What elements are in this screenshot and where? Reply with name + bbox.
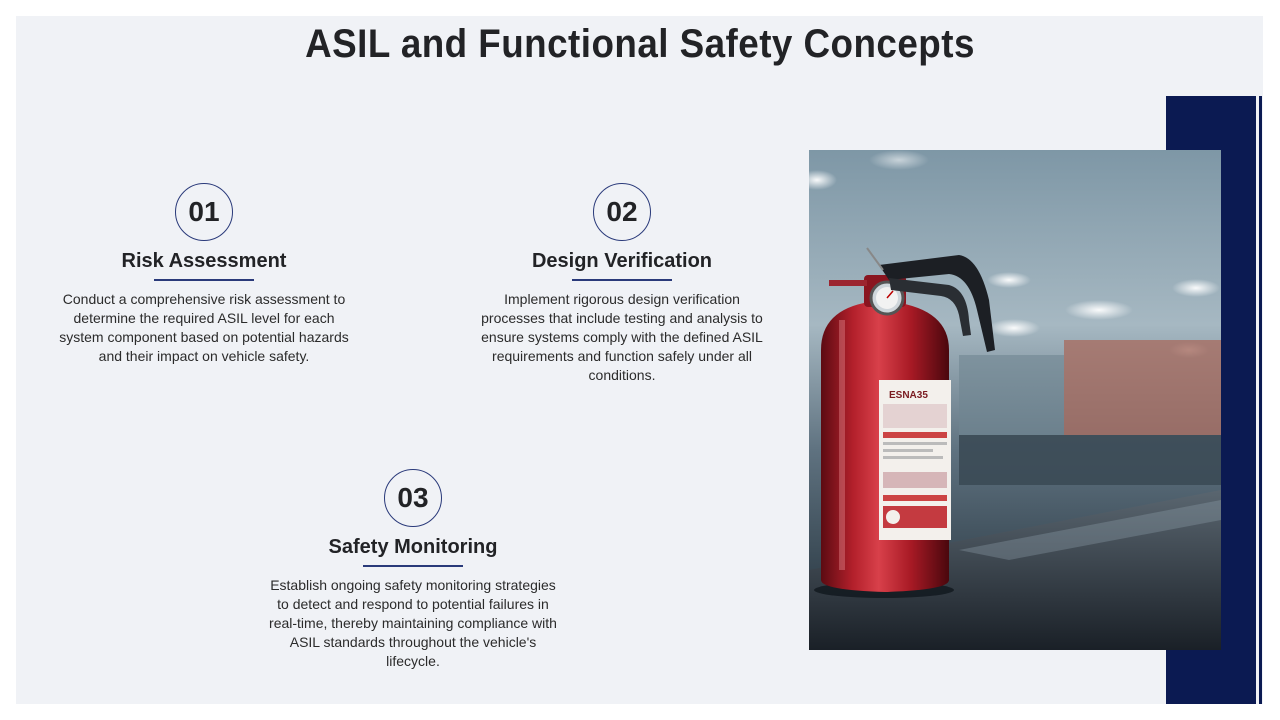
page-title: ASIL and Functional Safety Concepts (305, 22, 975, 66)
step-description: Establish ongoing safety monitoring strategies to detect and respond to potential failures in real-time, thereby maintaining compliance with ASIL standards throughout the vehicle's lifecycle. (269, 576, 557, 669)
heading-underline (363, 565, 463, 567)
step-heading: Safety Monitoring (328, 536, 498, 558)
step-heading: Risk Assessment (121, 250, 287, 272)
step-description: Implement rigorous design verification processes that include testing and analysis to ensure systems comply with the defined ASIL requirements and function safely under all conditions. (481, 290, 763, 383)
heading-underline (154, 279, 254, 281)
extinguisher-label-text: ESNA35 (889, 390, 928, 401)
step-safety-monitoring (253, 469, 573, 671)
heading-underline (572, 279, 672, 281)
step-number-circle: 03 (384, 469, 442, 527)
step-description: Conduct a comprehensive risk assessment to determine the required ASIL level for each system component based on potential hazards and their impact on vehicle safety. (59, 290, 349, 364)
step-number-circle: 02 (593, 183, 651, 241)
fire-extinguisher-photo (809, 150, 1221, 650)
step-number-circle: 01 (175, 183, 233, 241)
step-design-verification (462, 183, 782, 385)
step-risk-assessment (44, 183, 364, 366)
step-heading: Design Verification (531, 250, 713, 272)
navy-accent-line (1259, 96, 1262, 704)
